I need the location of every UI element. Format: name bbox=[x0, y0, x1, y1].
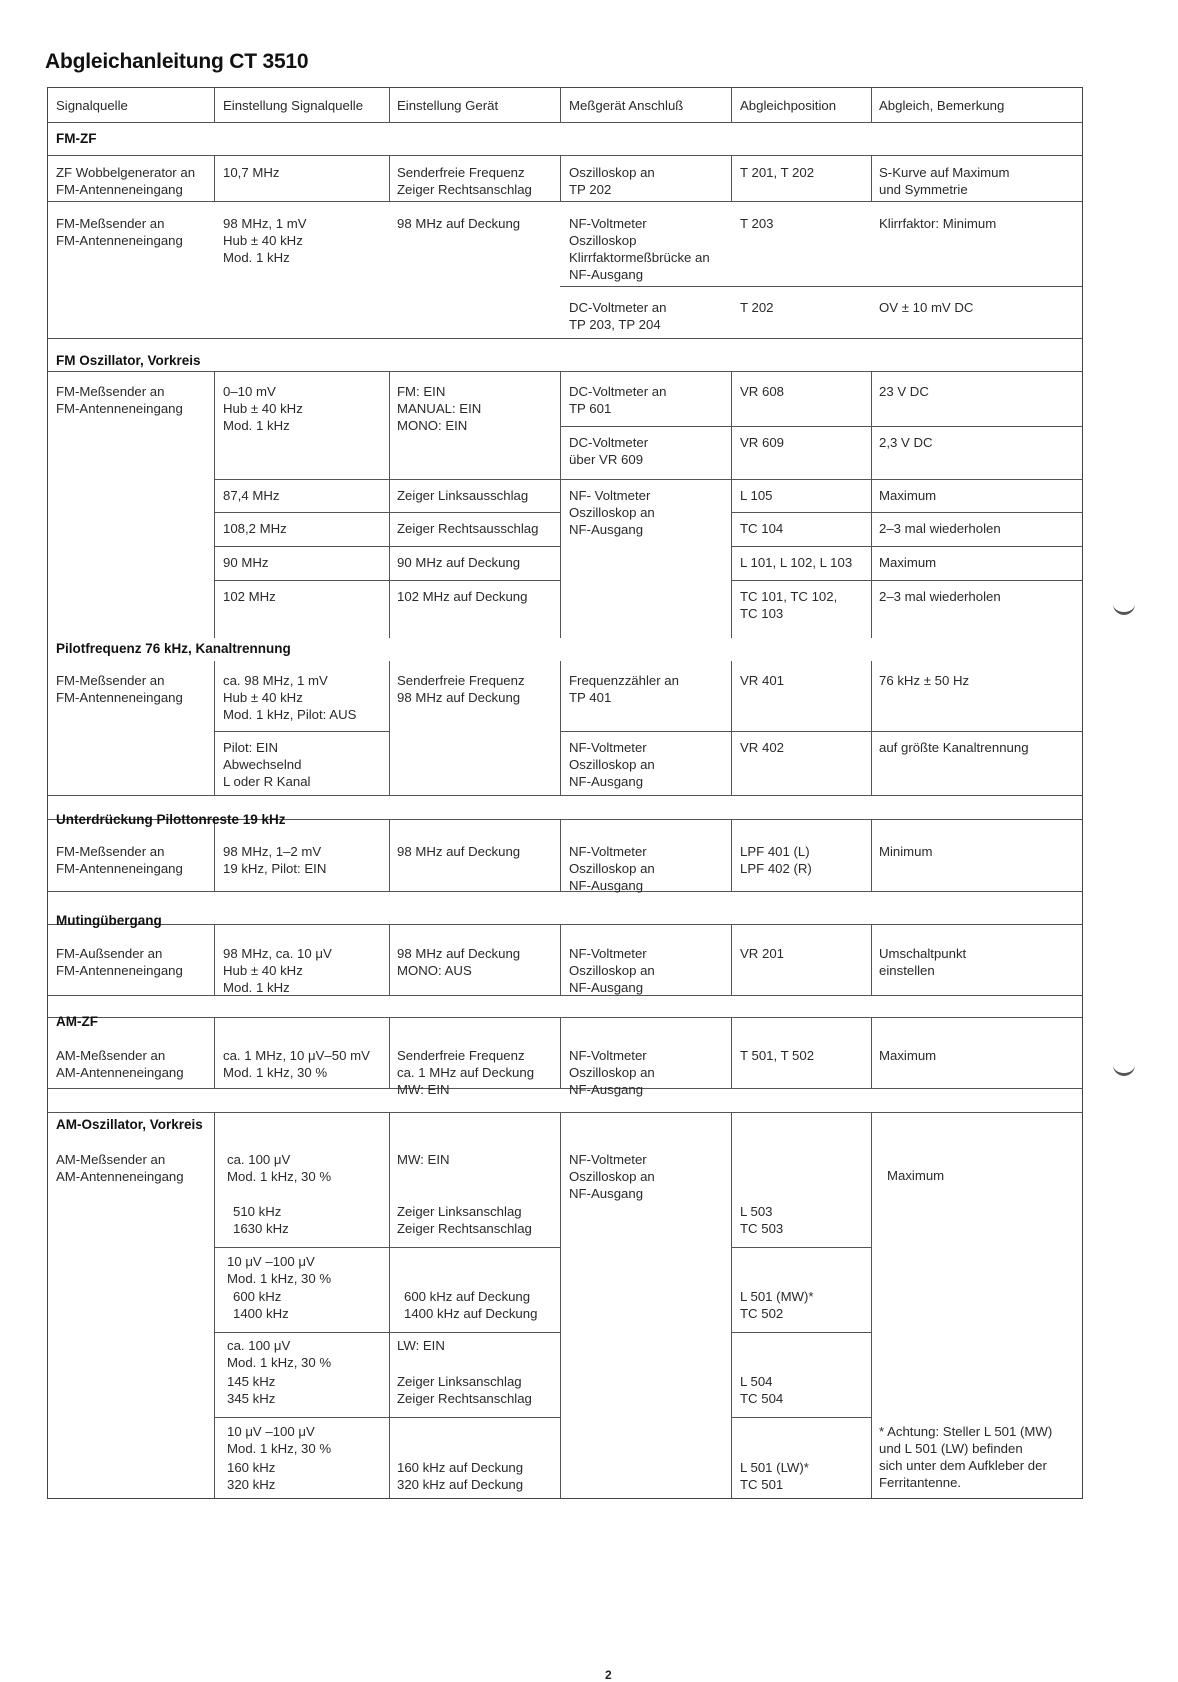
column-header: Signalquelle bbox=[56, 98, 128, 113]
cell-text: Maximum bbox=[879, 1048, 937, 1063]
column-rule bbox=[560, 1112, 561, 1498]
cell-text: NF- Voltmeter Oszilloskop an NF-Ausgang bbox=[569, 488, 655, 537]
cell-text: NF-Voltmeter Oszilloskop an NF-Ausgang bbox=[569, 740, 655, 789]
column-rule bbox=[731, 155, 732, 201]
column-rule bbox=[560, 661, 561, 795]
table-rule bbox=[48, 1112, 1082, 1113]
column-header: Einstellung Gerät bbox=[397, 98, 499, 113]
table-rule bbox=[48, 795, 1082, 796]
cell-text: 23 V DC bbox=[879, 384, 929, 399]
page-number: 2 bbox=[605, 1668, 612, 1682]
table-rule bbox=[214, 731, 389, 732]
table-rule bbox=[214, 512, 560, 513]
cell-text: Zeiger Linksausschlag bbox=[397, 488, 529, 503]
cell-text: ca. 100 μV Mod. 1 kHz, 30 % bbox=[227, 1338, 332, 1370]
table-rule bbox=[48, 1017, 1082, 1018]
cell-text: 90 MHz bbox=[223, 555, 269, 570]
cell-text: VR 201 bbox=[740, 946, 784, 961]
table-rule bbox=[560, 731, 1082, 732]
cell-text: ca. 1 MHz, 10 μV–50 mV Mod. 1 kHz, 30 % bbox=[223, 1048, 370, 1080]
column-rule bbox=[560, 1017, 561, 1088]
alignment-table bbox=[47, 87, 1083, 1499]
cell-text: ca. 100 μV Mod. 1 kHz, 30 % bbox=[227, 1152, 332, 1184]
cell-text: MW: EIN bbox=[397, 1152, 450, 1167]
column-rule bbox=[560, 155, 561, 201]
cell-text: 76 kHz ± 50 Hz bbox=[879, 673, 970, 688]
cell-text: LW: EIN bbox=[397, 1338, 445, 1353]
cell-text: NF-Voltmeter Oszilloskop an NF-Ausgang bbox=[569, 946, 655, 995]
column-rule bbox=[871, 924, 872, 995]
cell-text: T 203 bbox=[740, 216, 774, 231]
cell-text: Senderfreie Frequenz 98 MHz auf Deckung bbox=[397, 673, 525, 705]
cell-text: 0–10 mV Hub ± 40 kHz Mod. 1 kHz bbox=[223, 384, 303, 433]
column-rule bbox=[871, 371, 872, 638]
table-rule bbox=[214, 479, 1082, 480]
cell-text: NF-Voltmeter Oszilloskop an NF-Ausgang bbox=[569, 844, 655, 893]
cell-text: ZF Wobbelgenerator an FM-Antenneneingang bbox=[56, 165, 196, 197]
cell-text: 10 μV –100 μV Mod. 1 kHz, 30 % bbox=[227, 1254, 332, 1286]
table-rule bbox=[214, 1417, 560, 1418]
table-rule bbox=[48, 995, 1082, 996]
cell-text: Klirrfaktor: Minimum bbox=[879, 216, 997, 231]
cell-text: S-Kurve auf Maximum und Symmetrie bbox=[879, 165, 1010, 197]
column-rule bbox=[389, 88, 390, 122]
cell-text: * Achtung: Steller L 501 (MW) und L 501 (LW) befinden sich unter dem Aufkleber der Ferritantenne. bbox=[879, 1424, 1053, 1490]
cell-text: 102 MHz auf Deckung bbox=[397, 589, 528, 604]
table-rule bbox=[214, 1332, 560, 1333]
column-rule bbox=[871, 88, 872, 122]
column-header: Abgleichposition bbox=[740, 98, 837, 113]
cell-text: 2–3 mal wiederholen bbox=[879, 589, 1001, 604]
column-header: Meßgerät Anschluß bbox=[569, 98, 684, 113]
column-rule bbox=[871, 1112, 872, 1498]
cell-text: VR 608 bbox=[740, 384, 784, 399]
cell-text: L 501 (MW)* TC 502 bbox=[740, 1289, 814, 1321]
table-rule bbox=[560, 286, 1082, 287]
cell-text: T 201, T 202 bbox=[740, 165, 815, 180]
column-rule bbox=[871, 1017, 872, 1088]
cell-text: FM: EIN MANUAL: EIN MONO: EIN bbox=[397, 384, 482, 433]
cell-text: L 105 bbox=[740, 488, 773, 503]
cell-text: 160 kHz auf Deckung 320 kHz auf Deckung bbox=[397, 1460, 524, 1492]
cell-text: L 504 TC 504 bbox=[740, 1374, 784, 1406]
table-rule bbox=[48, 371, 1082, 372]
section-title: AM-Oszillator, Vorkreis bbox=[56, 1117, 203, 1132]
table-rule bbox=[48, 1088, 1082, 1089]
cell-text: 160 kHz 320 kHz bbox=[227, 1460, 276, 1492]
cell-text: TC 104 bbox=[740, 521, 784, 536]
column-rule bbox=[389, 1112, 390, 1498]
cell-text: 600 kHz auf Deckung 1400 kHz auf Deckung bbox=[404, 1289, 538, 1321]
section-title: Unterdrückung Pilottonreste 19 kHz bbox=[56, 812, 286, 827]
cell-text: DC-Voltmeter an TP 203, TP 204 bbox=[569, 300, 667, 332]
column-rule bbox=[389, 819, 390, 891]
column-rule bbox=[731, 88, 732, 122]
section-title: FM Oszillator, Vorkreis bbox=[56, 353, 201, 368]
cell-text: 98 MHz, 1–2 mV 19 kHz, Pilot: EIN bbox=[223, 844, 327, 876]
cell-text: Frequenzzähler an TP 401 bbox=[569, 673, 679, 705]
cell-text: L 503 TC 503 bbox=[740, 1204, 784, 1236]
cell-text: FM-Meßsender an FM-Antenneneingang bbox=[56, 384, 183, 416]
column-header: Abgleich, Bemerkung bbox=[879, 98, 1005, 113]
column-rule bbox=[871, 661, 872, 795]
cell-text: Minimum bbox=[879, 844, 933, 859]
table-rule bbox=[560, 426, 1082, 427]
column-rule bbox=[214, 1017, 215, 1088]
table-rule bbox=[48, 891, 1082, 892]
cell-text: auf größte Kanaltrennung bbox=[879, 740, 1029, 755]
column-rule bbox=[214, 371, 215, 638]
cell-text: Maximum bbox=[879, 488, 937, 503]
cell-text: FM-Meßsender an FM-Antenneneingang bbox=[56, 216, 183, 248]
column-rule bbox=[871, 155, 872, 201]
cell-text: 2–3 mal wiederholen bbox=[879, 521, 1001, 536]
cell-text: 145 kHz 345 kHz bbox=[227, 1374, 276, 1406]
section-title: Pilotfrequenz 76 kHz, Kanaltrennung bbox=[56, 641, 291, 656]
column-rule bbox=[871, 819, 872, 891]
cell-text: Maximum bbox=[887, 1168, 945, 1183]
cell-text: 10 μV –100 μV Mod. 1 kHz, 30 % bbox=[227, 1424, 332, 1456]
section-title: AM-ZF bbox=[56, 1014, 98, 1029]
cell-text: NF-Voltmeter Oszilloskop Klirrfaktormeßbrücke an NF-Ausgang bbox=[569, 216, 710, 282]
column-rule bbox=[214, 924, 215, 995]
cell-text: Umschaltpunkt einstellen bbox=[879, 946, 967, 978]
cell-text: 108,2 MHz bbox=[223, 521, 287, 536]
table-rule bbox=[48, 924, 1082, 925]
cell-text: FM-Meßsender an FM-Antenneneingang bbox=[56, 673, 183, 705]
cell-text: AM-Meßsender an AM-Antenneneingang bbox=[56, 1152, 184, 1184]
column-rule bbox=[731, 371, 732, 638]
cell-text: LPF 401 (L) LPF 402 (R) bbox=[740, 844, 812, 876]
cell-text: NF-Voltmeter Oszilloskop an NF-Ausgang bbox=[569, 1048, 655, 1097]
table-rule bbox=[48, 122, 1082, 123]
column-rule bbox=[560, 88, 561, 122]
cell-text: OV ± 10 mV DC bbox=[879, 300, 974, 315]
cell-text: 10,7 MHz bbox=[223, 165, 280, 180]
cell-text: 102 MHz bbox=[223, 589, 276, 604]
cell-text: T 202 bbox=[740, 300, 774, 315]
cell-text: Pilot: EIN Abwechselnd L oder R Kanal bbox=[223, 740, 311, 789]
table-rule bbox=[731, 1247, 871, 1248]
cell-text: 98 MHz, 1 mV Hub ± 40 kHz Mod. 1 kHz bbox=[223, 216, 307, 265]
cell-text: ca. 98 MHz, 1 mV Hub ± 40 kHz Mod. 1 kHz, Pilot: AUS bbox=[223, 673, 357, 722]
column-rule bbox=[214, 155, 215, 201]
column-rule bbox=[560, 371, 561, 638]
table-rule bbox=[214, 1247, 560, 1248]
cell-text: Zeiger Linksanschlag Zeiger Rechtsanschlag bbox=[397, 1374, 532, 1406]
table-rule bbox=[731, 512, 1082, 513]
cell-text: Maximum bbox=[879, 555, 937, 570]
column-rule bbox=[731, 1112, 732, 1498]
cell-text: TC 101, TC 102, TC 103 bbox=[740, 589, 838, 621]
column-rule bbox=[214, 88, 215, 122]
cell-text: 600 kHz 1400 kHz bbox=[233, 1289, 289, 1321]
cell-text: NF-Voltmeter Oszilloskop an NF-Ausgang bbox=[569, 1152, 655, 1201]
section-title: FM-ZF bbox=[56, 131, 97, 146]
cell-text: 90 MHz auf Deckung bbox=[397, 555, 521, 570]
cell-text: L 501 (LW)* TC 501 bbox=[740, 1460, 809, 1492]
column-rule bbox=[731, 1017, 732, 1088]
cell-text: Zeiger Linksanschlag Zeiger Rechtsanschlag bbox=[397, 1204, 532, 1236]
scan-mark bbox=[1113, 602, 1135, 615]
table-rule bbox=[731, 1417, 871, 1418]
column-rule bbox=[214, 661, 215, 795]
cell-text: VR 609 bbox=[740, 435, 784, 450]
column-rule bbox=[731, 924, 732, 995]
column-rule bbox=[389, 371, 390, 638]
cell-text: T 501, T 502 bbox=[740, 1048, 815, 1063]
table-rule bbox=[48, 155, 1082, 156]
column-rule bbox=[560, 924, 561, 995]
scan-mark bbox=[1113, 1063, 1135, 1076]
column-rule bbox=[214, 1112, 215, 1498]
cell-text: 87,4 MHz bbox=[223, 488, 280, 503]
column-rule bbox=[389, 1017, 390, 1088]
cell-text: Senderfreie Frequenz ca. 1 MHz auf Deckung MW: EIN bbox=[397, 1048, 535, 1097]
column-rule bbox=[389, 924, 390, 995]
cell-text: 98 MHz auf Deckung bbox=[397, 844, 521, 859]
column-rule bbox=[214, 819, 215, 891]
cell-text: L 101, L 102, L 103 bbox=[740, 555, 853, 570]
cell-text: DC-Voltmeter über VR 609 bbox=[569, 435, 649, 467]
cell-text: FM-Außsender an FM-Antenneneingang bbox=[56, 946, 183, 978]
table-rule bbox=[214, 546, 560, 547]
column-header: Einstellung Signalquelle bbox=[223, 98, 364, 113]
section-title: Mutingübergang bbox=[56, 913, 162, 928]
cell-text: 510 kHz 1630 kHz bbox=[233, 1204, 289, 1236]
cell-text: 98 MHz auf Deckung bbox=[397, 216, 521, 231]
table-rule bbox=[731, 580, 1082, 581]
page-title: Abgleichanleitung CT 3510 bbox=[45, 50, 309, 73]
column-rule bbox=[731, 661, 732, 795]
table-rule bbox=[731, 546, 1082, 547]
cell-text: 98 MHz auf Deckung MONO: AUS bbox=[397, 946, 521, 978]
cell-text: AM-Meßsender an AM-Antenneneingang bbox=[56, 1048, 184, 1080]
table-rule bbox=[48, 201, 1082, 202]
column-rule bbox=[389, 155, 390, 201]
cell-text: VR 402 bbox=[740, 740, 784, 755]
cell-text: 2,3 V DC bbox=[879, 435, 933, 450]
cell-text: Zeiger Rechtsausschlag bbox=[397, 521, 539, 536]
column-rule bbox=[560, 819, 561, 891]
cell-text: DC-Voltmeter an TP 601 bbox=[569, 384, 667, 416]
table-rule bbox=[731, 1332, 871, 1333]
cell-text: Senderfreie Frequenz Zeiger Rechtsanschlag bbox=[397, 165, 532, 197]
cell-text: FM-Meßsender an FM-Antenneneingang bbox=[56, 844, 183, 876]
table-rule bbox=[48, 338, 1082, 339]
column-rule bbox=[389, 661, 390, 795]
table-rule bbox=[214, 580, 560, 581]
cell-text: 98 MHz, ca. 10 μV Hub ± 40 kHz Mod. 1 kHz bbox=[223, 946, 332, 995]
column-rule bbox=[731, 819, 732, 891]
cell-text: VR 401 bbox=[740, 673, 784, 688]
cell-text: Oszilloskop an TP 202 bbox=[569, 165, 655, 197]
